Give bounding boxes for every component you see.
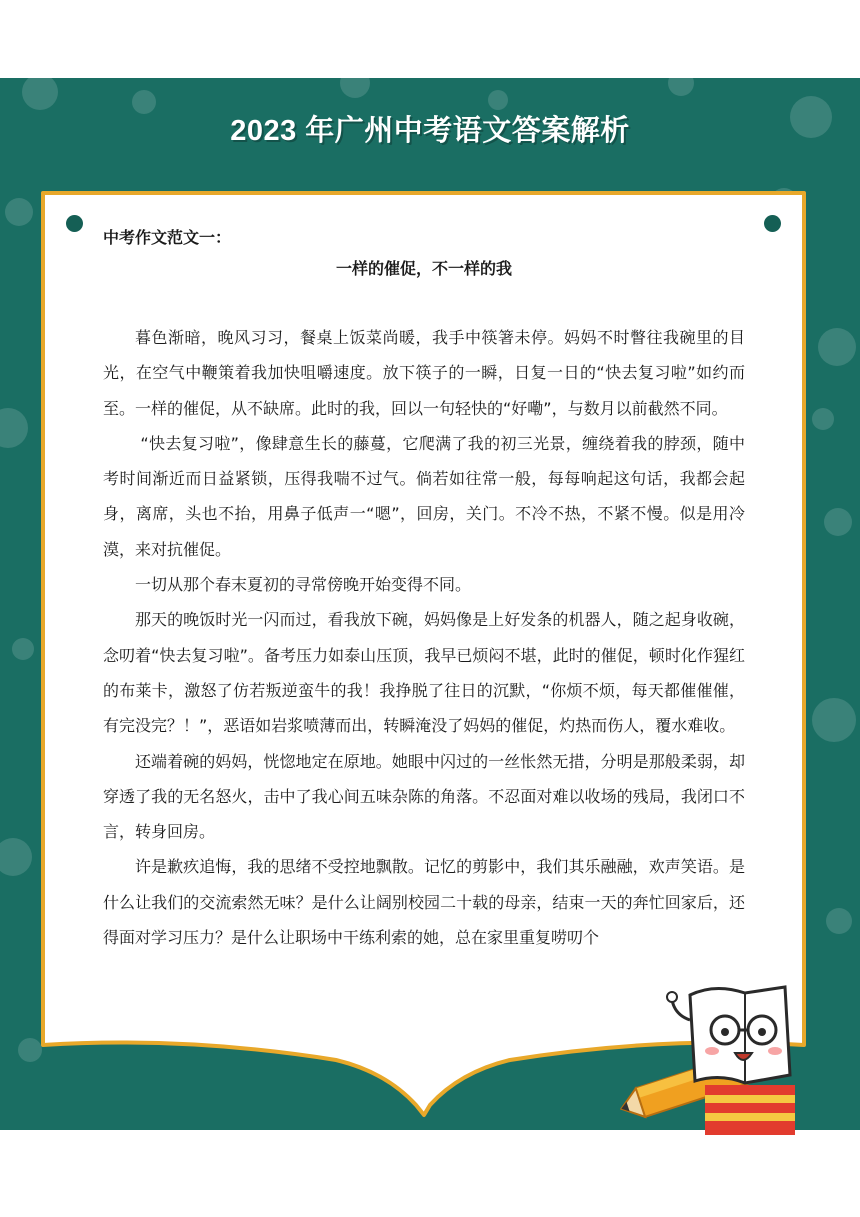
article-heading: 一样的催促，不一样的我 <box>335 259 512 278</box>
book-mascot-icon <box>620 975 800 1135</box>
pin-right <box>764 215 781 232</box>
paragraph: 那天的晚饭时光一闪而过，看我放下碗，妈妈像是上好发条的机器人，随之起身收碗，念叨着“快去复习啦”。备考压力如泰山压顶，我早已烦闷不堪，此时的催促，顿时化作猩红的布莱卡，激怒了仿若叛逆蛮牛的我！我挣脱了往日的沉默，“你烦不烦，每天都催催催，有完没完？！”，恶语如岩浆喷薄而出，转瞬淹没了妈妈的催促，灼热而伤人，覆水难收。 <box>103 610 745 736</box>
article-label: 中考作文范文一： <box>103 228 232 247</box>
paragraph: 一切从那个春末夏初的寻常傍晚开始变得不同。 <box>135 575 472 595</box>
paragraph: 还端着碗的妈妈，恍惚地定在原地。她眼中闪过的一丝怅然无措，分明是那般柔弱，却穿透了我的无名怒火，击中了我心间五味杂陈的角落。不忍面对难以收场的残局，我闭口不言，转身回房。 <box>103 751 745 842</box>
pin-left <box>66 215 83 232</box>
paragraph: 暮色渐暗，晚风习习，餐桌上饭菜尚暖，我手中筷箸未停。妈妈不时瞥往我碗里的目光，在空气中鞭策着我加快咀嚼速度。放下筷子的一瞬，日复一日的“快去复习啦”如约而至。一样的催促，从不缺席。此时的我，回以一句轻快的“好嘞”，与数月以前截然不同。 <box>103 328 745 418</box>
page-title: 2023 年广州中考语文答案解析 <box>230 115 630 147</box>
article <box>103 224 745 955</box>
paragraph: “快去复习啦”，像肆意生长的藤蔓，它爬满了我的初三光景，缠绕着我的脖颈，随中考时间渐近而日益紧锁，压得我喘不过气。倘若如往常一般，每每响起这句话，我都会起身，离席，头也不抬，用鼻子低声一“嗯”，回房，关门。不冷不热，不紧不慢。似是用冷漠，来对抗催促。 <box>103 433 745 559</box>
paragraph: 许是歉疚追悔，我的思绪不受控地飘散。记忆的剪影中，我们其乐融融，欢声笑语。是什么让我们的交流索然无味？是什么让阔别校园二十载的母亲，结束一天的奔忙回家后，还得面对学习压力？是什么让职场中干练利索的她，总在家里重复唠叨个 <box>103 857 745 948</box>
